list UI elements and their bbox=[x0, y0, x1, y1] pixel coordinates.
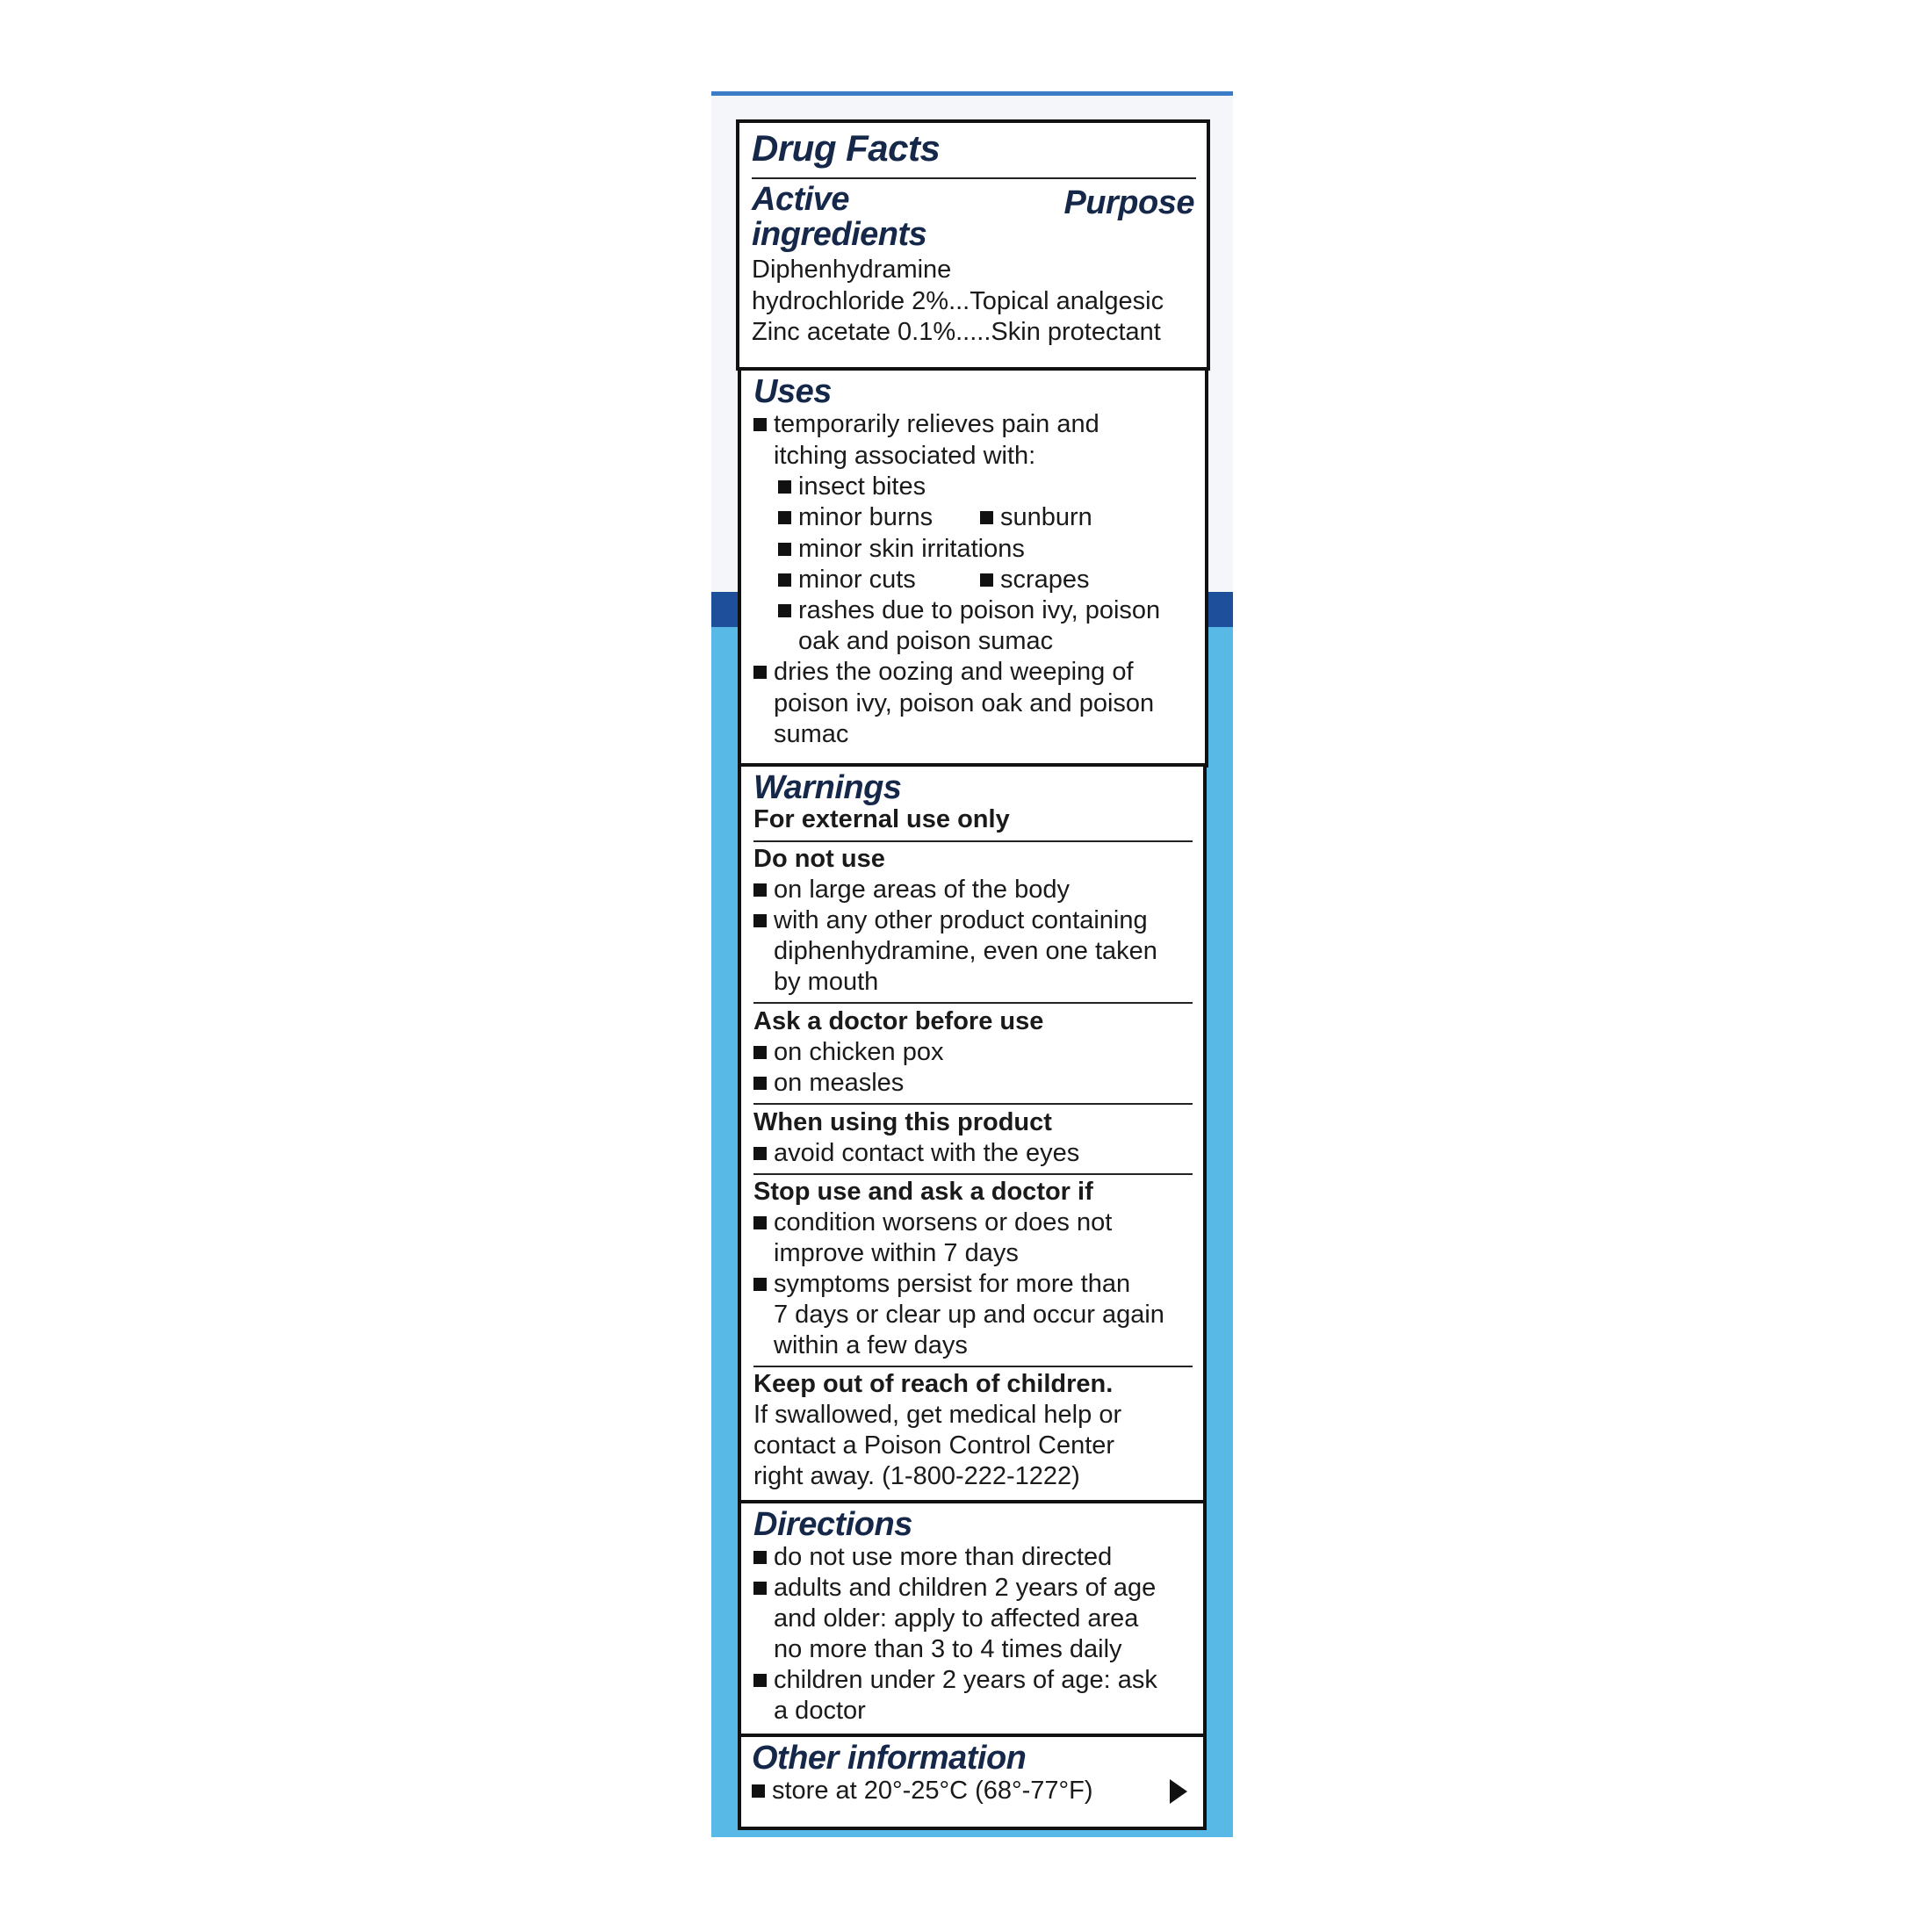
do-not-use-heading: Do not use bbox=[753, 845, 885, 873]
active-ingredients-heading-2: ingredients bbox=[752, 216, 927, 253]
purpose-heading: Purpose bbox=[1063, 184, 1194, 221]
uses-subitem: minor skin irritations bbox=[778, 534, 1025, 566]
uses-subitem: scrapes bbox=[980, 565, 1090, 596]
uses-item-cont: sumac bbox=[774, 720, 849, 748]
warnings-divider bbox=[753, 1173, 1193, 1175]
warnings-divider bbox=[753, 1366, 1193, 1367]
title-divider bbox=[752, 177, 1196, 179]
active-ingredients-heading-1: Active bbox=[752, 181, 850, 218]
bullet-icon bbox=[753, 1278, 767, 1291]
when-using-heading: When using this product bbox=[753, 1108, 1052, 1136]
keep-out-heading: Keep out of reach of children. bbox=[753, 1370, 1114, 1398]
warnings-divider bbox=[753, 1002, 1193, 1004]
warning-item: condition worsens or does not bbox=[753, 1208, 1112, 1239]
bullet-icon bbox=[753, 666, 767, 679]
external-use-heading: For external use only bbox=[753, 805, 1010, 833]
bullet-icon bbox=[980, 573, 993, 587]
warning-item-cont: diphenhydramine, even one taken bbox=[774, 937, 1157, 965]
warning-item-cont: within a few days bbox=[774, 1331, 968, 1359]
bullet-icon bbox=[778, 480, 791, 494]
uses-subitem: rashes due to poison ivy, poison bbox=[778, 595, 1160, 627]
uses-section bbox=[738, 367, 1208, 768]
uses-item: temporarily relieves pain and bbox=[753, 409, 1099, 441]
directions-item-cont: and older: apply to affected area bbox=[774, 1604, 1139, 1633]
ingredient-line: Zinc acetate 0.1%.....Skin protectant bbox=[752, 318, 1161, 346]
keep-out-text: If swallowed, get medical help or bbox=[753, 1401, 1122, 1429]
keep-out-text: contact a Poison Control Center bbox=[753, 1431, 1115, 1460]
warning-item: on measles bbox=[753, 1068, 904, 1099]
drug-facts-title: Drug Facts bbox=[752, 127, 941, 169]
bullet-icon bbox=[753, 1551, 767, 1564]
bullet-icon bbox=[753, 1077, 767, 1090]
warning-item-cont: by mouth bbox=[774, 968, 879, 996]
carton-top-edge bbox=[711, 91, 1233, 96]
active-ingredients-section bbox=[736, 119, 1210, 371]
bullet-icon bbox=[778, 573, 791, 587]
product-carton bbox=[711, 91, 1233, 1837]
warnings-section bbox=[738, 763, 1207, 1505]
directions-section bbox=[738, 1500, 1207, 1739]
warning-item-cont: improve within 7 days bbox=[774, 1239, 1019, 1267]
bullet-icon bbox=[778, 543, 791, 556]
ingredient-line: Diphenhydramine bbox=[752, 256, 952, 284]
bullet-icon bbox=[753, 418, 767, 431]
bullet-icon bbox=[753, 914, 767, 927]
bullet-icon bbox=[753, 1046, 767, 1059]
bullet-icon bbox=[753, 1216, 767, 1229]
other-information-section bbox=[738, 1734, 1207, 1830]
other-information-title: Other information bbox=[752, 1740, 1027, 1777]
uses-subitem: minor cuts bbox=[778, 565, 916, 596]
bullet-icon bbox=[753, 883, 767, 897]
directions-item: adults and children 2 years of age bbox=[753, 1573, 1156, 1604]
directions-title: Directions bbox=[753, 1506, 912, 1543]
warning-item-cont: 7 days or clear up and occur again bbox=[774, 1301, 1164, 1329]
bullet-icon bbox=[753, 1674, 767, 1687]
warning-item: symptoms persist for more than bbox=[753, 1269, 1130, 1301]
warnings-divider bbox=[753, 1103, 1193, 1105]
warning-item: on chicken pox bbox=[753, 1037, 943, 1069]
ingredient-line: hydrochloride 2%...Topical analgesic bbox=[752, 287, 1164, 315]
continue-arrow-icon bbox=[1170, 1779, 1187, 1804]
uses-item: dries the oozing and weeping of bbox=[753, 657, 1134, 688]
uses-subitem-cont: oak and poison sumac bbox=[798, 627, 1054, 655]
other-information-item: store at 20°-25°C (68°-77°F) bbox=[752, 1776, 1093, 1807]
uses-subitem: insect bites bbox=[778, 472, 926, 503]
ask-doctor-heading: Ask a doctor before use bbox=[753, 1007, 1044, 1035]
bullet-icon bbox=[753, 1582, 767, 1595]
bullet-icon bbox=[778, 604, 791, 617]
uses-subitem: sunburn bbox=[980, 502, 1092, 534]
warning-item: avoid contact with the eyes bbox=[753, 1138, 1079, 1170]
warning-item: with any other product containing bbox=[753, 905, 1148, 937]
uses-item-cont: poison ivy, poison oak and poison bbox=[774, 689, 1155, 717]
uses-subitem: minor burns bbox=[778, 502, 933, 534]
keep-out-text: right away. (1-800-222-1222) bbox=[753, 1462, 1080, 1490]
stop-use-heading: Stop use and ask a doctor if bbox=[753, 1178, 1093, 1206]
directions-item: children under 2 years of age: ask bbox=[753, 1665, 1157, 1697]
bullet-icon bbox=[752, 1784, 765, 1798]
directions-item: do not use more than directed bbox=[753, 1542, 1112, 1574]
directions-item-cont: a doctor bbox=[774, 1697, 866, 1725]
uses-title: Uses bbox=[753, 373, 832, 410]
directions-item-cont: no more than 3 to 4 times daily bbox=[774, 1635, 1122, 1663]
warnings-title: Warnings bbox=[753, 769, 902, 806]
uses-item-cont: itching associated with: bbox=[774, 442, 1036, 470]
warning-item: on large areas of the body bbox=[753, 875, 1070, 906]
bullet-icon bbox=[980, 511, 993, 524]
warnings-divider bbox=[753, 840, 1193, 842]
bullet-icon bbox=[778, 511, 791, 524]
bullet-icon bbox=[753, 1147, 767, 1160]
